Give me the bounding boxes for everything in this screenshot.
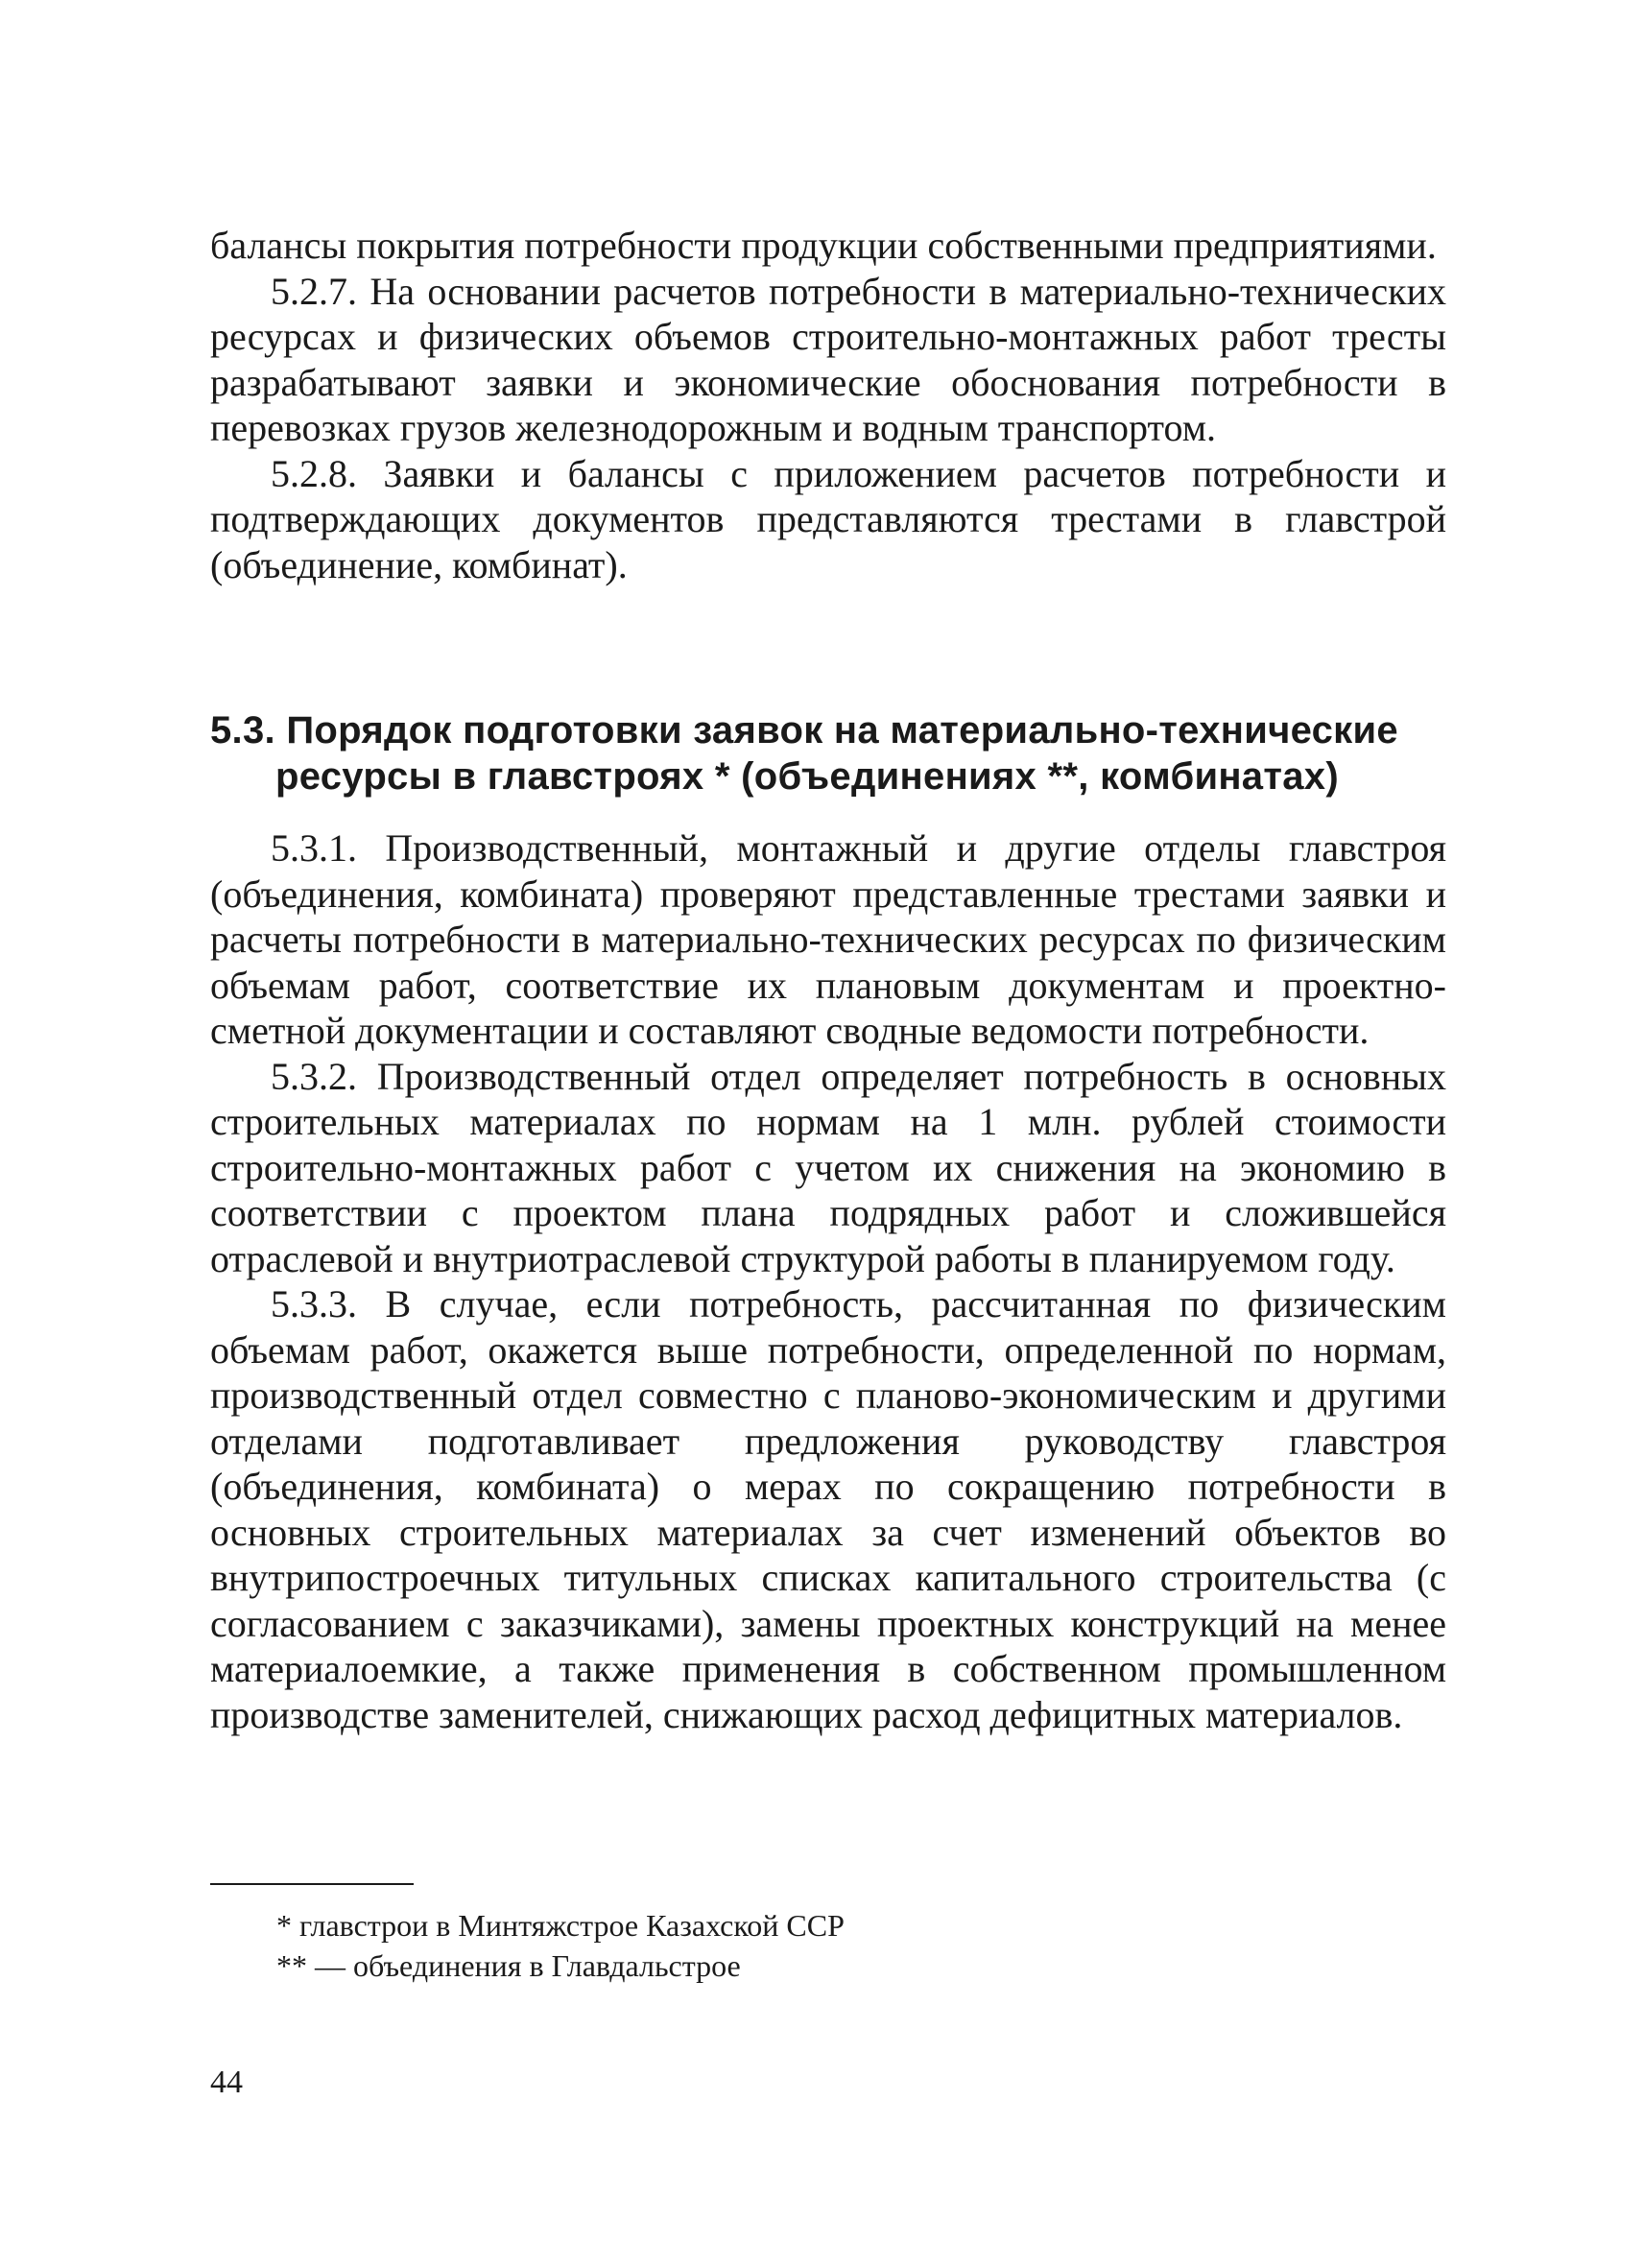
paragraph-5-3-2: 5.3.2. Производственный отдел определяет потребность в основных строительных материалах по нормам на 1 млн. рублей стоимости строительно-монтажных работ с учетом их снижения на экономию в соответствии с проектом плана подрядных работ и сложившейся отраслевой и внутриотраслевой структурой работы в планируемом году. xyxy=(210,1054,1446,1280)
paragraph-continuation: балансы покрытия потребности продукции собственными предприятиями. xyxy=(210,224,1437,267)
footnote-divider xyxy=(210,1883,414,1885)
top-paragraphs xyxy=(210,223,1446,587)
section-title-line1: Порядок подготовки заявок на материально-технические xyxy=(286,709,1398,752)
section-number: 5.3. xyxy=(210,709,275,752)
bottom-paragraphs xyxy=(210,825,1446,1737)
section-title-line2: ресурсы в главстроях * (объединениях **, комбинатах) xyxy=(275,754,1339,798)
footnote-1: * главстрои в Минтяжстрое Казахской ССР xyxy=(276,1908,845,1943)
paragraph-5-2-7: 5.2.7. На основании расчетов потребности в материально-технических ресурсах и физических объемов строительно-монтажных работ тресты разрабатывают заявки и экономические обоснования потребности в перевозках грузов железнодорожным и водным транспортом. xyxy=(210,269,1446,449)
footnote-2: ** — объединения в Главдальстрое xyxy=(276,1948,741,1983)
page-number: 44 xyxy=(210,2065,243,2100)
paragraph-5-3-1: 5.3.1. Производственный, монтажный и другие отделы главстроя (объединения, комбината) проверяют представленные трестами заявки и расчеты потребности в материально-технических ресурсах по физическим объемам работ, соответствие их плановым документам и проектно-сметной документации и составляют сводные ведомости потребности. xyxy=(210,826,1446,1052)
paragraph-5-2-8: 5.2.8. Заявки и балансы с приложением расчетов потребности и подтверждающих документов представляются трестами в главстрой (объединение, комбинат). xyxy=(210,451,1446,586)
footnotes xyxy=(276,1905,1332,1986)
section-heading xyxy=(210,708,1446,800)
paragraph-5-3-3: 5.3.3. В случае, если потребность, рассчитанная по физическим объемам работ, окажется выше потребности, определенной по нормам, производственный отдел совместно с планово-экономическим и другими отделами подготавливает предложения руководству главстроя (объединения, комбината) о мерах по сокращению потребности в основных строительных материалах за счет изменений объектов во внутрипостроечных титульных списках капитального строительства (с согласованием с заказчиками), замены проектных конструкций на менее материалоемкие, а также применения в собственном промышленном производстве заменителей, снижающих расход дефицитных материалов. xyxy=(210,1282,1446,1736)
